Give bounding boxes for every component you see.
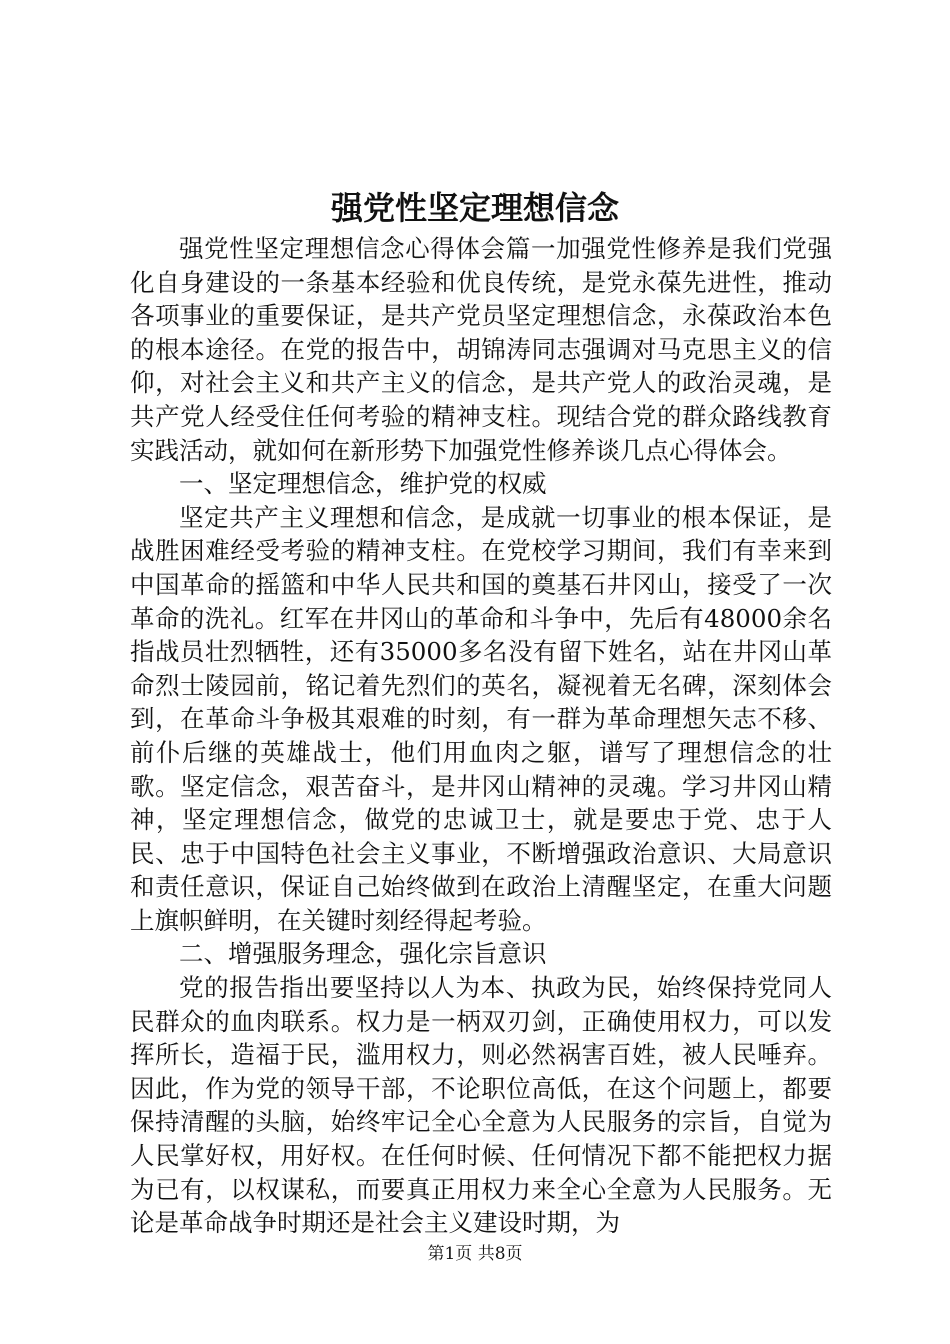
document-title: 强党性坚定理想信念 xyxy=(330,189,619,227)
section-heading-1: 一、坚定理想信念，维护党的权威 xyxy=(179,469,547,499)
page-footer: 第1页 共8页 xyxy=(427,1244,523,1264)
paragraph-section-2: 党的报告指出要坚持以人为本、执政为民，始终保持党同人民群众的血肉联系。权力是一柄双刃剑，正确使用权力，可以发挥所长，造福于民，滥用权力，则必然祸害百姓，被人民唾弃。因此，作为党的领导干部，不论职位高低，在这个问题上，都要保持清醒的头脑，始终牢记全心全意为人民服务的宗旨，自觉为人民掌好权，用好权。在任何时候、任何情况下都不能把权力据为已有，以权谋私，而要真正用权力来全心全意为人民服务。无论是革命战争时期还是社会主义建设时期，为 xyxy=(130,973,832,1238)
document-body xyxy=(130,232,832,1240)
paragraph-intro: 强党性坚定理想信念心得体会篇一加强党性修养是我们党强化自身建设的一条基本经验和优良传统，是党永葆先进性，推动各项事业的重要保证，是共产党员坚定理想信念，永葆政治本色的根本途径。在党的报告中，胡锦涛同志强调对马克思主义的信仰，对社会主义和共产主义的信念，是共产党人的政治灵魂，是共产党人经受住任何考验的精神支柱。现结合党的群众路线教育实践活动，就如何在新形势下加强党性修养谈几点心得体会。 xyxy=(130,234,832,465)
section-heading-2: 二、增强服务理念，强化宗旨意识 xyxy=(179,939,547,969)
paragraph-section-1: 坚定共产主义理想和信念，是成就一切事业的根本保证，是战胜困难经受考验的精神支柱。在党校学习期间，我们有幸来到中国革命的摇篮和中华人民共和国的奠基石井冈山，接受了一次革命的洗礼。红军在井冈山的革命和斗争中，先后有48000余名指战员壮烈牺牲，还有35000多名没有留下姓名，站在井冈山革命烈士陵园前，铭记着先烈们的英名，凝视着无名碑，深刻体会到，在革命斗争极其艰难的时刻，有一群为革命理想矢志不移、前仆后继的英雄战士，他们用血肉之躯，谱写了理想信念的壮歌。坚定信念，艰苦奋斗，是井冈山精神的灵魂。学习井冈山精神，坚定理想信念，做党的忠诚卫士，就是要忠于党、忠于人民、忠于中国特色社会主义事业，不断增强政治意识、大局意识和责任意识，保证自己始终做到在政治上清醒坚定，在重大问题上旗帜鲜明，在关键时刻经得起考验。 xyxy=(130,502,832,935)
